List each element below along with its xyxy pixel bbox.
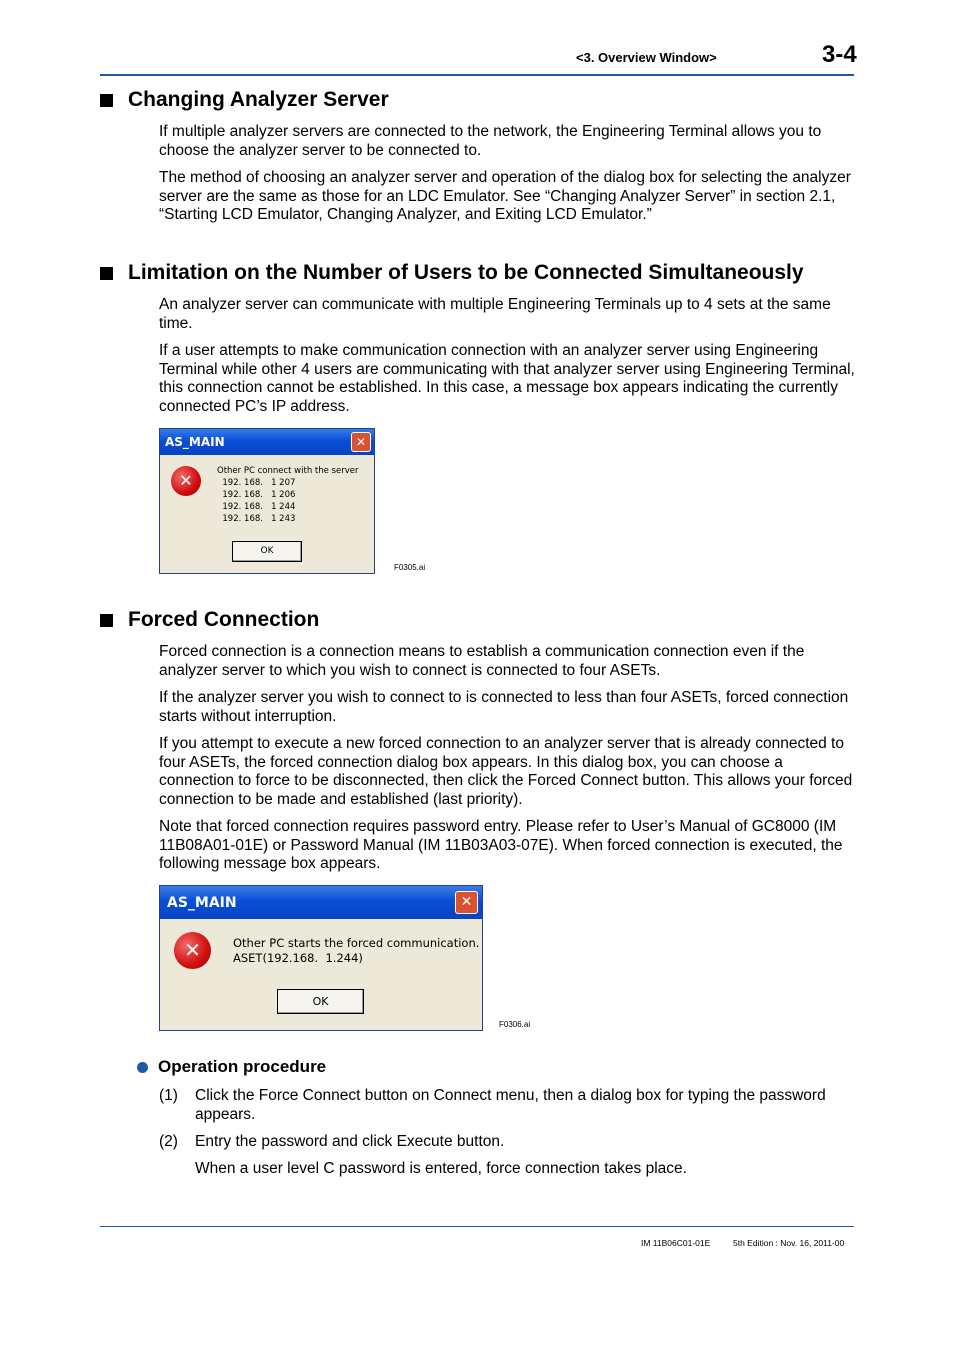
as-main-dialog-forced: [159, 885, 483, 1031]
heading-forced-connection: [100, 608, 319, 632]
ok-button[interactable]: OK: [277, 989, 364, 1014]
dialog-title: AS_MAIN: [167, 895, 237, 911]
paragraph: If a user attempts to make communication connection with an analyzer server using Engineering Terminal while other 4 users are communicating with that analyzer server using Engineering Terminal, this connection cannot be established. In this case, a message box appears indicating the currently connected PC’s IP address.: [159, 342, 855, 415]
error-icon: ✕: [171, 466, 201, 496]
paragraph: If you attempt to execute a new forced connection to an analyzer server that is already connected to four ASETs, the forced connection dialog box appears. In this dialog box, you can choose a connection to force to be disconnected, then click the Forced Connect button. This allows your forced connection to be made and established (last priority).: [159, 735, 853, 808]
paragraph: An analyzer server can communicate with multiple Engineering Terminals up to 4 sets at the same time.: [159, 296, 831, 332]
step-note: When a user level C password is entered, force connection takes place.: [195, 1160, 687, 1177]
step-number: (1): [159, 1087, 178, 1104]
square-bullet-icon: [100, 94, 113, 107]
dialog-title-bar: [160, 429, 374, 455]
dialog-message: Other PC starts the forced communication. ASET(192.168. 1.244): [233, 936, 480, 965]
step-text: Click the Force Connect button on Connect menu, then a dialog box for typing the password appears.: [195, 1087, 826, 1123]
heading-text: Operation procedure: [158, 1057, 327, 1076]
heading-operation-procedure: [137, 1057, 326, 1077]
square-bullet-icon: [100, 614, 113, 627]
paragraph: Forced connection is a connection means to establish a communication connection even if the analyzer server to which you wish to connect is connected to four ASETs.: [159, 643, 805, 679]
close-icon[interactable]: ✕: [351, 432, 371, 452]
square-bullet-icon: [100, 267, 113, 280]
dialog-title-bar: [160, 886, 482, 919]
paragraph: If multiple analyzer servers are connected to the network, the Engineering Terminal allows you to choose the analyzer server to be connected to.: [159, 123, 822, 159]
heading-text: Limitation on the Number of Users to be Connected Simultaneously: [128, 261, 804, 284]
header-rule: [100, 74, 854, 76]
paragraph: The method of choosing an analyzer server and operation of the dialog box for selecting the analyzer server are the same as those for an LDC Emulator. See “Changing Analyzer Server” in section 2.1, “Starting LCD Emulator, Changing Analyzer, and Exiting LCD Emulator.”: [159, 169, 851, 223]
paragraph: If the analyzer server you wish to connect to is connected to less than four ASETs, forced connection starts without interruption.: [159, 689, 849, 725]
page-number: 3-4: [822, 41, 857, 68]
dialog-message: Other PC connect with the server 192. 168. 1 207 192. 168. 1 206 192. 168. 1 244 192. 168. 1 243: [217, 466, 359, 524]
footer-rule: [100, 1226, 854, 1227]
error-icon: ✕: [174, 932, 211, 969]
as-main-dialog-connections: [159, 428, 375, 574]
ok-button[interactable]: OK: [232, 541, 302, 562]
footer-doc-id: IM 11B06C01-01E: [641, 1238, 711, 1248]
step-text: Entry the password and click Execute button.: [195, 1133, 505, 1150]
figure-label: F0306.ai: [499, 1020, 531, 1029]
heading-text: Changing Analyzer Server: [128, 88, 389, 111]
dialog-title: AS_MAIN: [165, 435, 225, 449]
heading-changing-analyzer-server: [100, 88, 389, 112]
close-icon[interactable]: ✕: [455, 891, 478, 914]
heading-text: Forced Connection: [128, 608, 320, 631]
circle-bullet-icon: [137, 1062, 148, 1073]
heading-limitation: [100, 261, 804, 285]
step-number: (2): [159, 1133, 178, 1150]
figure-label: F0305.ai: [394, 563, 426, 572]
running-header-section: <3. Overview Window>: [576, 50, 717, 65]
paragraph: Note that forced connection requires password entry. Please refer to User’s Manual of GC8000 (IM 11B08A01-01E) or Password Manual (IM 11B03A03-07E). When forced connection is executed, the following message box appears.: [159, 818, 843, 872]
footer-edition: 5th Edition : Nov. 16, 2011-00: [733, 1238, 845, 1248]
